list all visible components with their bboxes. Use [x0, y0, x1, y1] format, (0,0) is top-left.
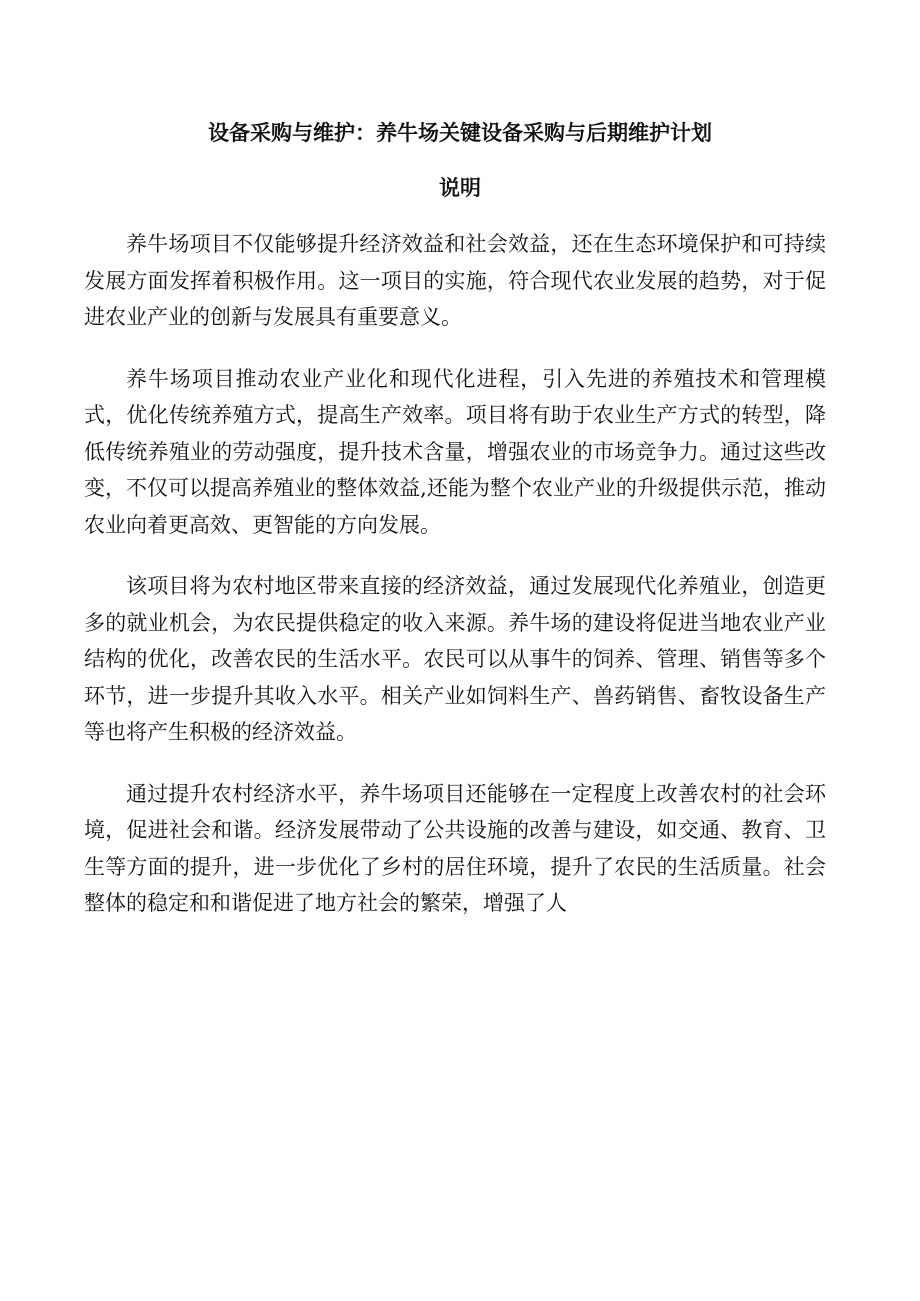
body-text [84, 226, 826, 947]
section-heading: 说明 [439, 176, 481, 200]
paragraph-1: 养牛场项目不仅能够提升经济效益和社会效益，还在生态环境保护和可持续发展方面发挥着积极作用。这一项目的实施，符合现代农业发展的趋势，对于促进农业产业的创新与发展具有重要意义。 [84, 232, 826, 329]
paragraph-2: 养牛场项目推动农业产业化和现代化进程，引入先进的养殖技术和管理模式，优化传统养殖方式，提高生产效率。项目将有助于农业生产方式的转型，降低传统养殖业的劳动强度，提升技术含量，增强农业的市场竞争力。通过这些改变，不仅可以提高养殖业的整体效益,还能为整个农业产业的升级提供示范，推动农业向着更高效、更智能的方向发展。 [84, 366, 826, 537]
document-title: 设备采购与维护：养牛场关键设备采购与后期维护计划 [208, 121, 712, 145]
paragraph-4: 通过提升农村经济水平，养牛场项目还能够在一定程度上改善农村的社会环境，促进社会和谐。经济发展带动了公共设施的改善与建设，如交通、教育、卫生等方面的提升，进一步优化了乡村的居住环境，提升了农民的生活质量。社会整体的稳定和和谐促进了地方社会的繁荣，增强了人 [84, 781, 826, 915]
paragraph-3: 该项目将为农村地区带来直接的经济效益，通过发展现代化养殖业，创造更多的就业机会，为农民提供稳定的收入来源。养牛场的建设将促进当地农业产业结构的优化，改善农民的生活水平。农民可以从事牛的饲养、管理、销售等多个环节，进一步提升其收入水平。相关产业如饲料生产、兽药销售、畜牧设备生产等也将产生积极的经济效益。 [84, 574, 826, 744]
